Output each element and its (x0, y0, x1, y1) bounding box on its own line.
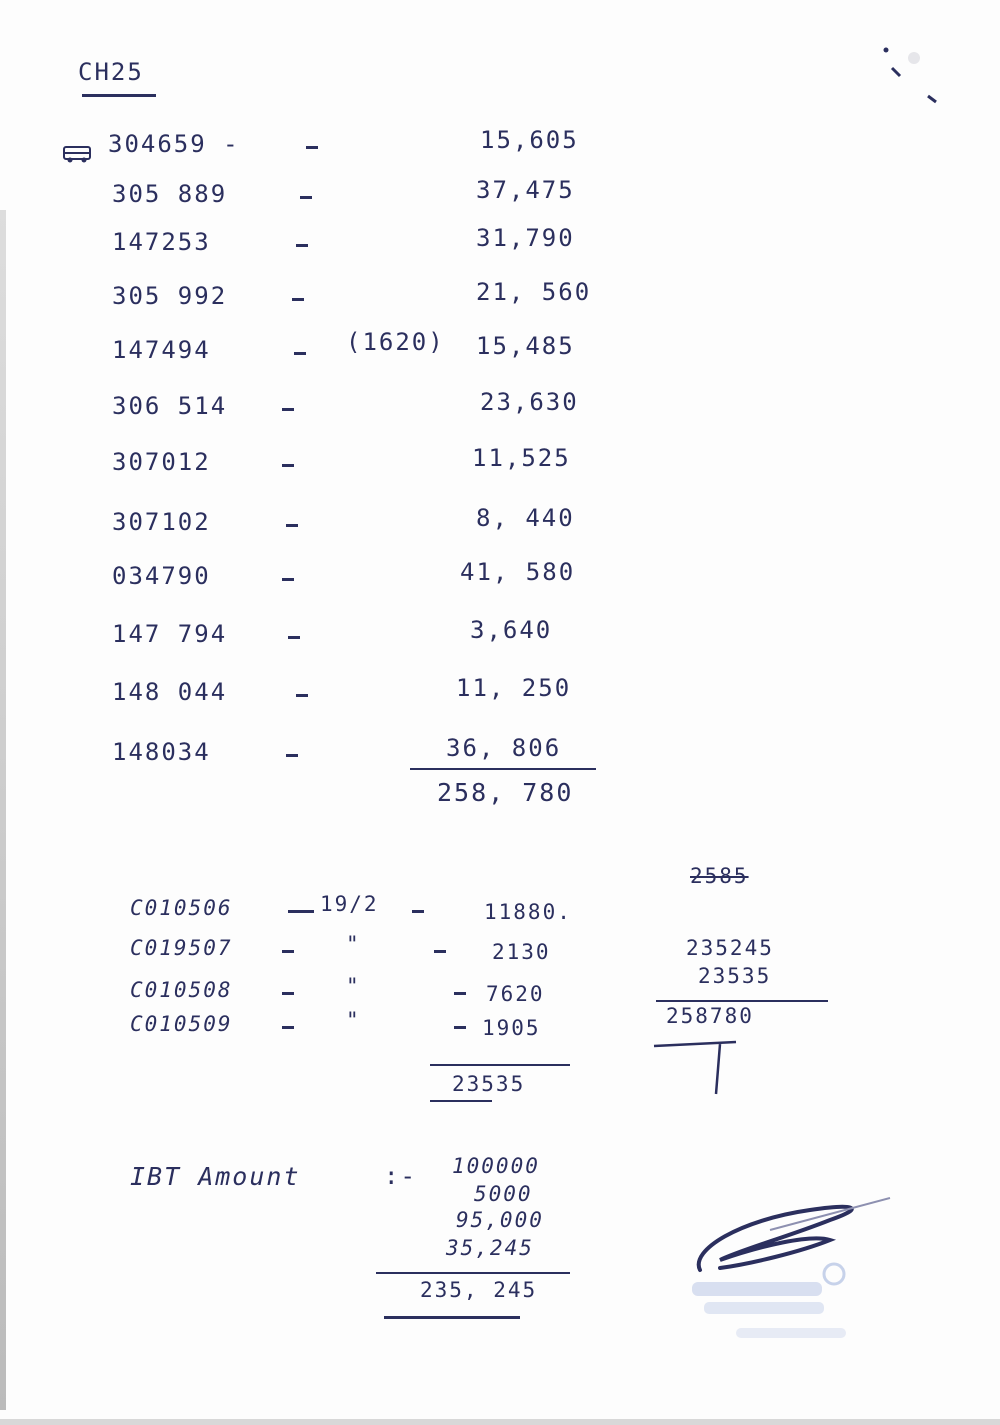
entry-dash (282, 464, 294, 467)
entry-id: 147494 (112, 336, 211, 364)
ibt-item-date: " (346, 1008, 361, 1032)
entry-amount: 36, 806 (446, 734, 562, 762)
ibt-item-amount: 1905 (482, 1016, 541, 1040)
ibt-item-id: C010508 (130, 978, 233, 1002)
entry-dash (282, 408, 294, 411)
page-edge-shadow (0, 210, 6, 1410)
ibt-items-total: 23535 (452, 1072, 526, 1096)
entry-id: 148034 (112, 738, 211, 766)
entry-dash (306, 146, 318, 149)
ibt-item-id: C010506 (130, 896, 233, 920)
header-underline (82, 94, 156, 97)
side-total: 258780 (666, 1004, 754, 1028)
ibt-item-dash (282, 1026, 294, 1029)
entry-amount: 11,525 (472, 444, 571, 472)
ibt-item-amount: 11880. (484, 900, 572, 924)
side-total-line (656, 1000, 828, 1002)
entry-dash (296, 694, 308, 697)
ibt-items-total-underline (430, 1100, 492, 1102)
side-value-2: 23535 (698, 964, 772, 988)
ibt-item-date: " (346, 974, 361, 998)
ibt-amount-item: 95,000 (456, 1208, 544, 1232)
entry-dash (288, 636, 300, 639)
ibt-item-dash (454, 992, 466, 995)
ibt-item-amount: 7620 (486, 982, 545, 1006)
entry-amount: 31,790 (476, 224, 575, 252)
entries-total-line (410, 768, 596, 770)
entry-id: 034790 (112, 562, 211, 590)
corner-specks (870, 40, 950, 120)
ibt-items-total-line (430, 1064, 570, 1066)
ibt-amount-item: 100000 (452, 1154, 540, 1178)
ibt-item-id: C019507 (130, 936, 233, 960)
entry-amount: 23,630 (480, 388, 579, 416)
ibt-item-dash (434, 950, 446, 953)
ibt-amount-item: 5000 (474, 1182, 533, 1206)
ibt-item-amount: 2130 (492, 940, 551, 964)
entry-dash (296, 244, 308, 247)
ibt-item-dash (282, 950, 294, 953)
entry-dash (286, 524, 298, 527)
ibt-item-dash (412, 910, 424, 913)
entry-amount: 37,475 (476, 176, 575, 204)
vehicle-icon (62, 144, 92, 164)
entry-id: 304659 - (108, 130, 240, 158)
stamp-image (686, 1244, 886, 1354)
ibt-item-date: 19/2 (320, 892, 379, 916)
entry-id: 147 794 (112, 620, 228, 648)
entry-id: 148 044 (112, 678, 228, 706)
entry-dash (294, 352, 306, 355)
ibt-amount-total-line (376, 1272, 570, 1274)
ibt-item-dash (282, 992, 294, 995)
entry-id: 307102 (112, 508, 211, 536)
entry-dash (292, 298, 304, 301)
ibt-amount-sep: :- (384, 1162, 417, 1190)
entry-amount: 3,640 (470, 616, 553, 644)
ibt-item-id: C010509 (130, 1012, 233, 1036)
entry-amount: 21, 560 (476, 278, 592, 306)
entry-amount: 8, 440 (476, 504, 575, 532)
entry-amount: 15,605 (480, 126, 579, 154)
entry-dash (286, 754, 298, 757)
page-bottom-edge (0, 1419, 1000, 1425)
ibt-item-dash (454, 1026, 466, 1029)
entry-id: 305 992 (112, 282, 228, 310)
entry-amount: 41, 580 (460, 558, 576, 586)
side-value-1: 235245 (686, 936, 774, 960)
entry-amount: 11, 250 (456, 674, 572, 702)
entry-dash (300, 196, 312, 199)
ibt-amount-total: 235, 245 (420, 1278, 538, 1302)
entries-total: 258, 780 (437, 778, 574, 807)
ibt-amount-label: IBT Amount (130, 1162, 301, 1191)
ibt-amount-double-underline (384, 1316, 520, 1319)
entry-id: 307012 (112, 448, 211, 476)
ibt-item-dash (288, 910, 314, 913)
entry-amount: 15,485 (476, 332, 575, 360)
entry-id: 306 514 (112, 392, 228, 420)
entry-note: (1620) (346, 328, 445, 356)
ibt-item-date: " (346, 932, 361, 956)
header-code: CH25 (78, 58, 144, 86)
entry-id: 147253 (112, 228, 211, 256)
entry-dash (282, 578, 294, 581)
side-struck-value: 2585 (690, 864, 749, 888)
tick-mark-icon (650, 1038, 740, 1098)
ibt-amount-item: 35,245 (446, 1236, 534, 1260)
entry-id: 305 889 (112, 180, 228, 208)
